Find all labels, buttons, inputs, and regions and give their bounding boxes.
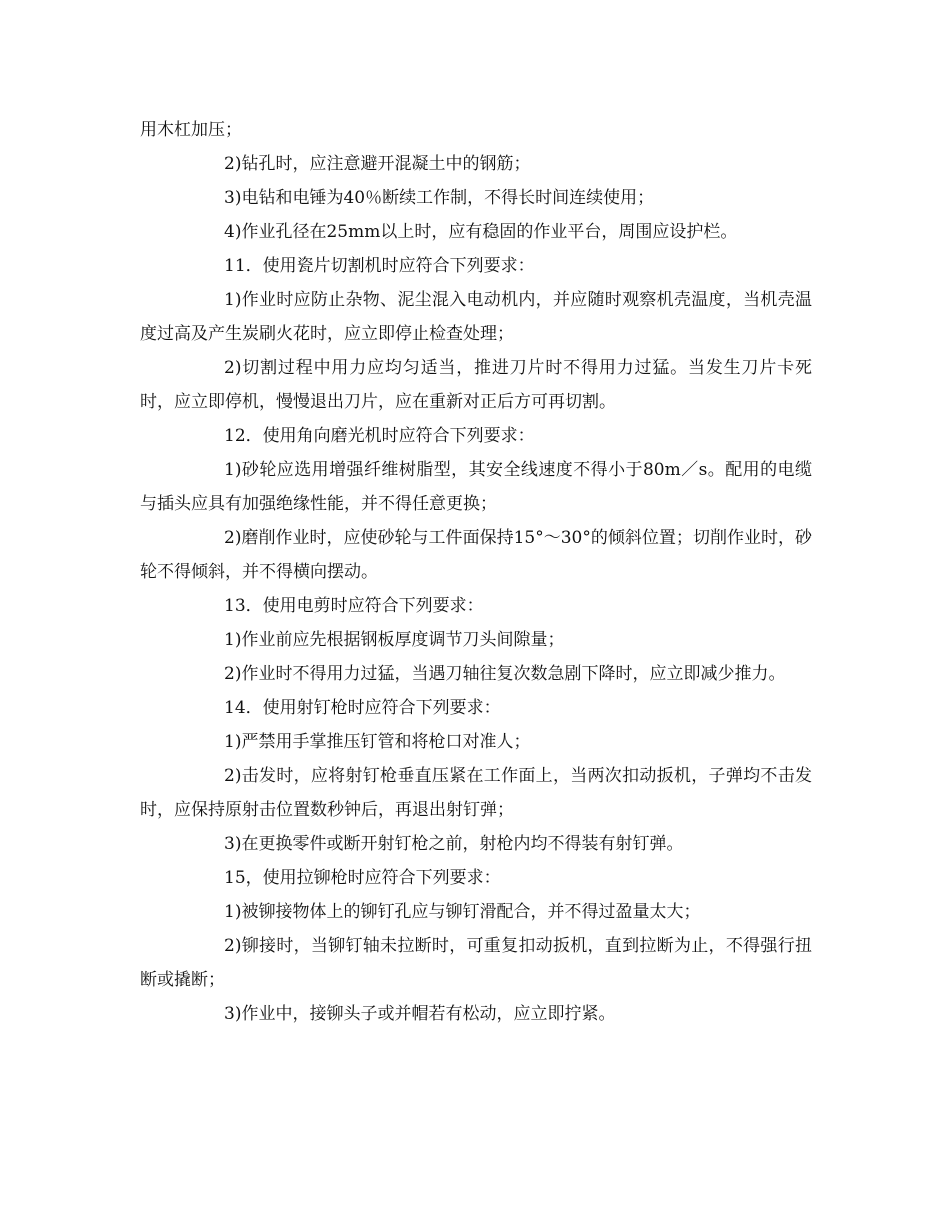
paragraph-item: 2)切割过程中用力应均匀适当，推进刀片时不得用力过猛。当发生刀片卡死时，应立即停机，慢慢退出刀片，应在重新对正后方可再切割。 (140, 358, 812, 412)
paragraph-item: 4)作业孔径在25mm以上时，应有稳固的作业平台，周围应设护栏。 (224, 222, 738, 242)
paragraph-item: 2)作业时不得用力过猛，当遇刀轴往复次数急剧下降时，应立即减少推力。 (224, 664, 786, 684)
section-heading-13: 13．使用电剪时应符合下列要求： (224, 596, 484, 616)
document-body (140, 113, 812, 1031)
paragraph-item: 1)被铆接物体上的铆钉孔应与铆钉滑配合，并不得过盈量太大； (224, 902, 701, 922)
paragraph-item: 3)电钻和电锤为40％断续工作制，不得长时间连续使用； (224, 188, 655, 208)
paragraph-item: 1)作业时应防止杂物、泥尘混入电动机内，并应随时观察机壳温度，当机壳温度过高及产生炭刷火花时，应立即停止检查处理； (140, 290, 812, 344)
paragraph-item: 1)砂轮应选用增强纤维树脂型，其安全线速度不得小于80m／s。配用的电缆与插头应具有加强绝缘性能，并不得任意更换； (140, 460, 812, 514)
paragraph-item: 3)作业中，接铆头子或并帽若有松动，应立即拧紧。 (224, 1004, 616, 1024)
section-heading-12: 12．使用角向磨光机时应符合下列要求： (224, 426, 535, 446)
paragraph-item: 2)击发时，应将射钉枪垂直压紧在工作面上，当两次扣动扳机，子弹均不击发时，应保持原射击位置数秒钟后，再退出射钉弹； (140, 766, 812, 820)
paragraph-item: 2)钻孔时，应注意避开混凝土中的钢筋； (224, 154, 531, 174)
section-heading-11: 11．使用瓷片切割机时应符合下列要求： (224, 256, 535, 276)
paragraph-item: 2)磨削作业时，应使砂轮与工件面保持15°～30°的倾斜位置；切削作业时，砂轮不得倾斜，并不得横向摆动。 (140, 528, 812, 582)
section-heading-14: 14．使用射钉枪时应符合下列要求： (224, 698, 501, 718)
paragraph-item: 1)作业前应先根据钢板厚度调节刀头间隙量； (224, 630, 565, 650)
paragraph-item: 3)在更换零件或断开射钉枪之前，射枪内均不得装有射钉弹。 (224, 834, 684, 854)
section-heading-15: 15，使用拉铆枪时应符合下列要求： (224, 868, 501, 888)
paragraph-item: 2)铆接时，当铆钉轴未拉断时，可重复扣动扳机，直到拉断为止，不得强行扭断或撬断； (140, 936, 812, 990)
paragraph-continuation: 用木杠加压； (140, 120, 242, 140)
paragraph-item: 1)严禁用手掌推压钉管和将枪口对准人； (224, 732, 531, 752)
